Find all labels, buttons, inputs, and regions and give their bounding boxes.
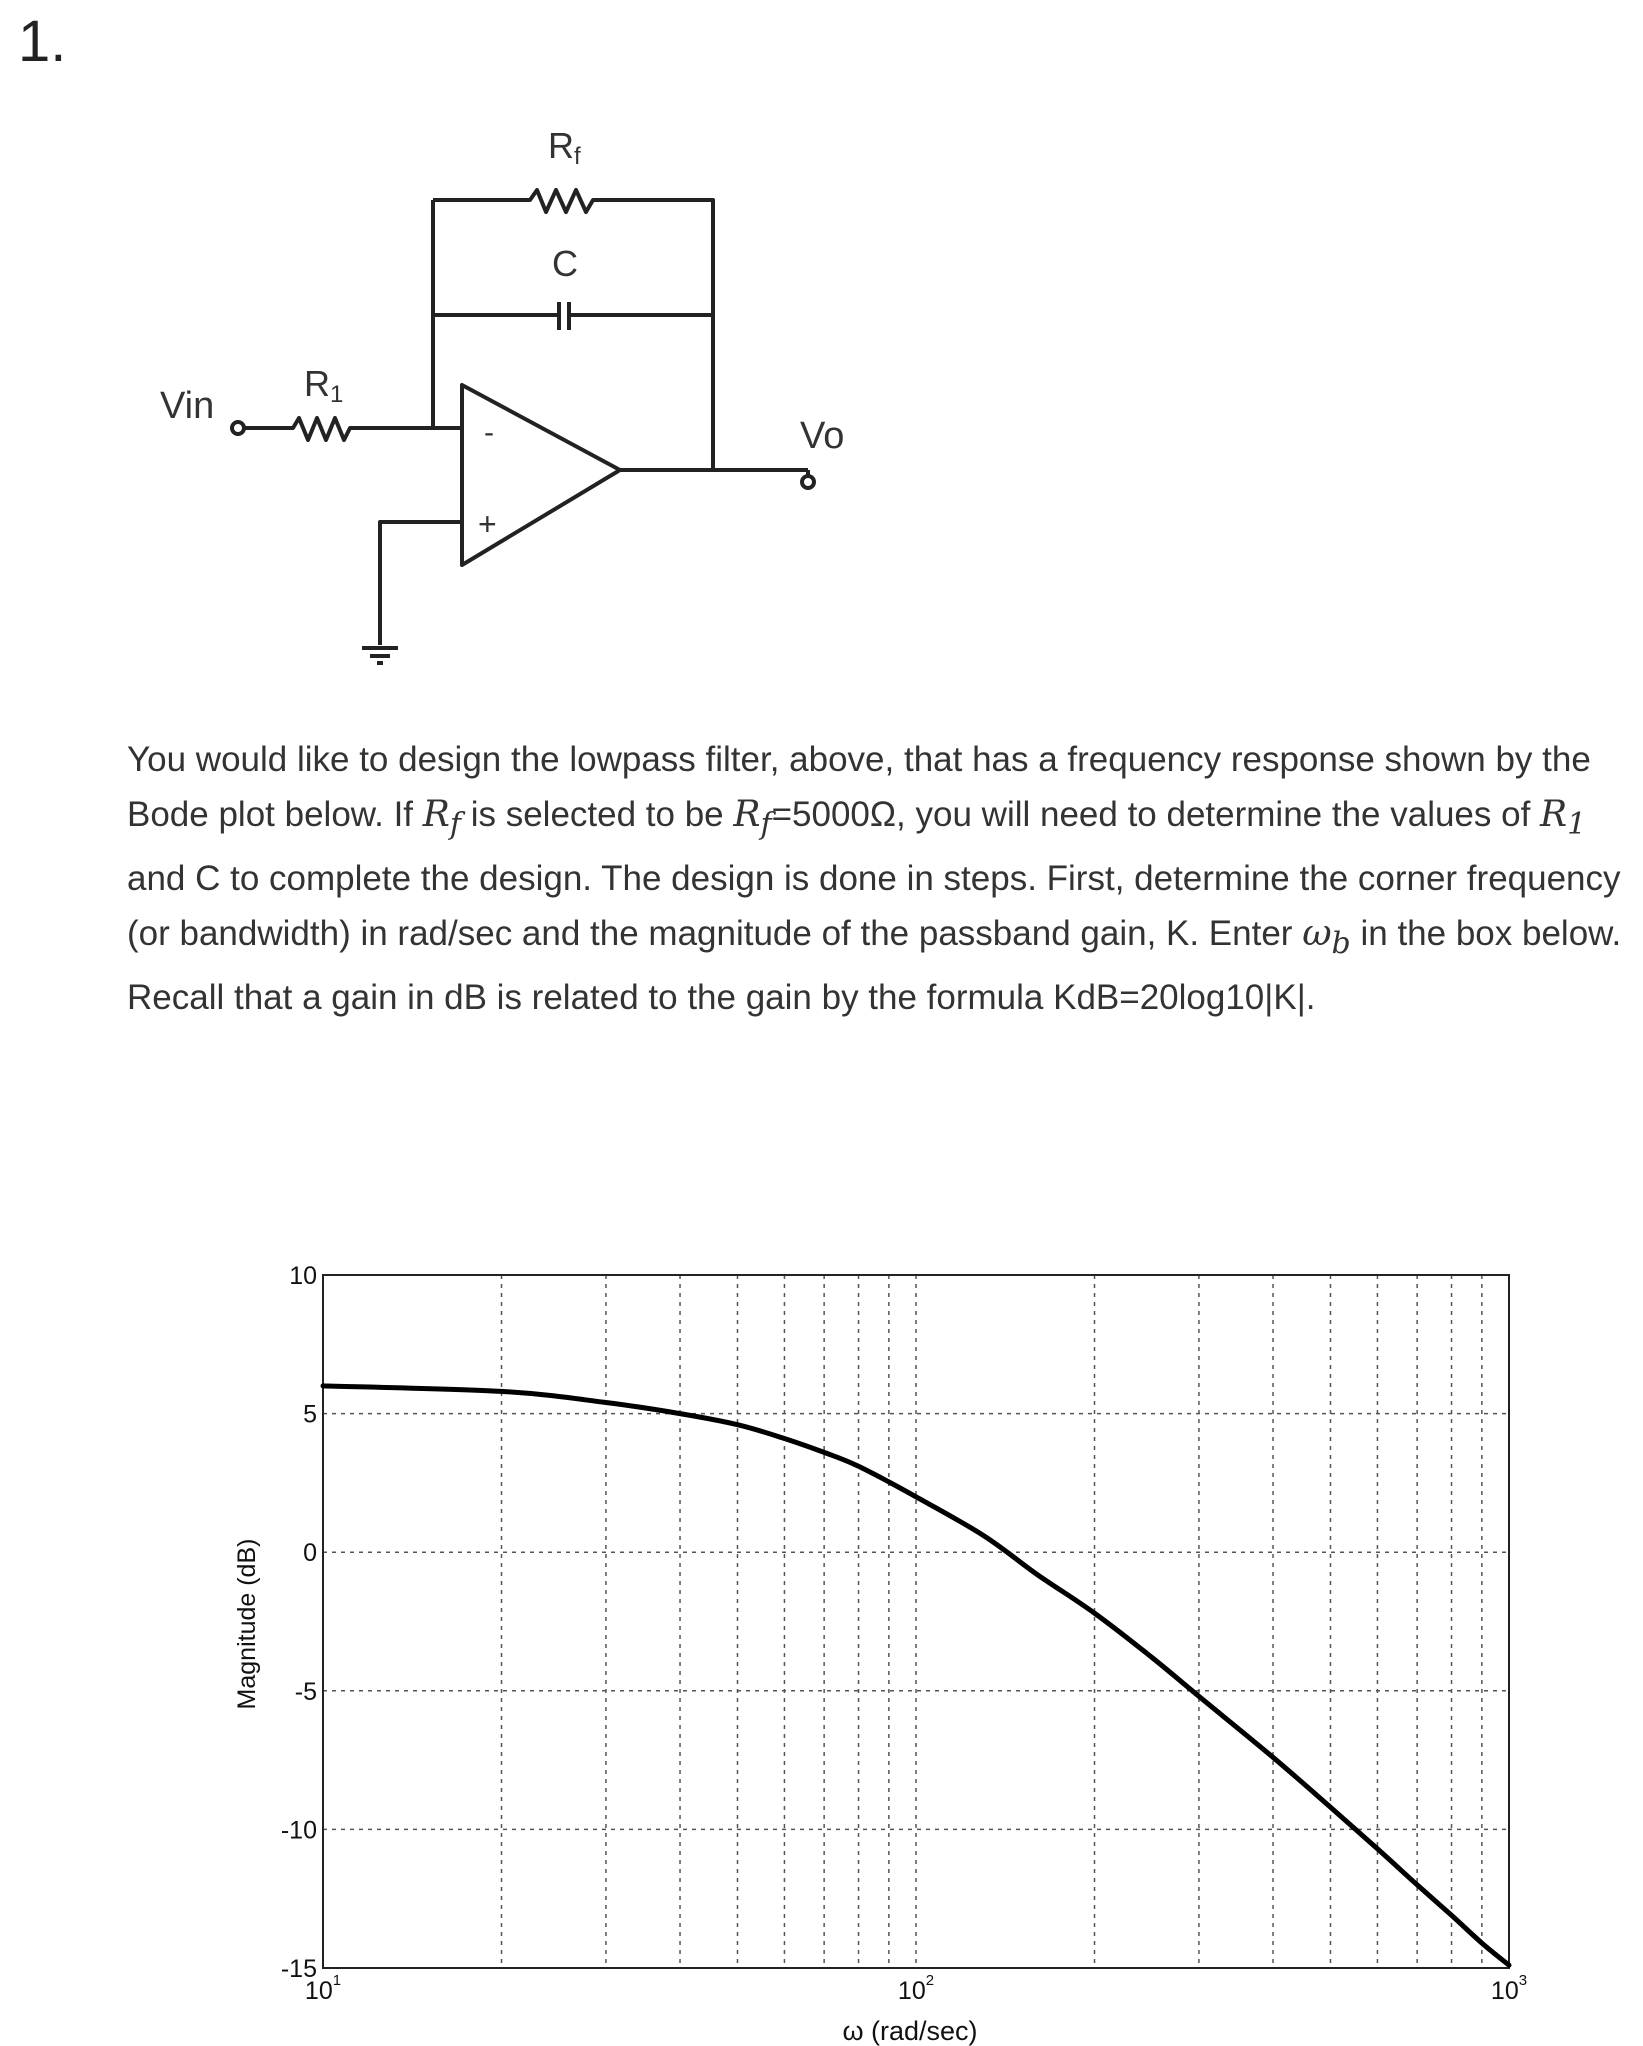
rf-label: Rf: [548, 125, 581, 170]
y-tick-label: -10: [280, 1816, 317, 1845]
minus-label: -: [484, 416, 494, 449]
vin-label: Vin: [160, 385, 215, 427]
vo-label: Vo: [800, 415, 845, 457]
y-tick-label: 5: [303, 1400, 317, 1429]
x-tick-label: $10^3$: [1490, 1972, 1528, 2005]
rf-symbol: $R_f$: [422, 793, 461, 842]
rf-symbol-2: $R_f$: [733, 793, 772, 842]
x-tick-label: $10^2$: [897, 1972, 935, 2005]
x-axis-label: ω (rad/sec): [842, 2016, 978, 2046]
c-label: C: [552, 243, 578, 284]
plot-frame: [323, 1275, 1509, 1968]
problem-statement: You would like to design the lowpass filter, above, that has a frequency response shown by the Bode plot below. If $R_f$ is selected to be $R_f=5000\Omega$, you will need to determine the values of $R_1$ and C to complete the design. The design is done in steps. First, determine the corner frequency (or bandwidth) in rad/sec and the magnitude of the passband gain, K. Enter $\omega_b$ in the box below. Recall that a gain in dB is related to the gain by the formula KdB=20log10|K|.: [127, 740, 1622, 1018]
y-tick-label: -5: [294, 1677, 317, 1706]
y-tick-label: 10: [289, 1262, 317, 1290]
y-axis-label: Magnitude (dB): [233, 1538, 261, 1710]
y-tick-label: 0: [303, 1539, 317, 1568]
r1-label: R1: [304, 363, 344, 408]
r1-symbol: $R_1$: [1540, 793, 1587, 842]
grid-lines: [323, 1275, 1509, 1968]
plus-label: +: [478, 506, 497, 542]
omega-b-symbol: $\omega_b$: [1302, 912, 1351, 961]
y-tick-label: -15: [280, 1955, 317, 1983]
x-tick-labels: [305, 1972, 1527, 2005]
question-number: 1.: [18, 9, 67, 74]
x-tick-label: $10^1$: [304, 1972, 342, 2005]
y-tick-labels: [281, 1262, 317, 1983]
